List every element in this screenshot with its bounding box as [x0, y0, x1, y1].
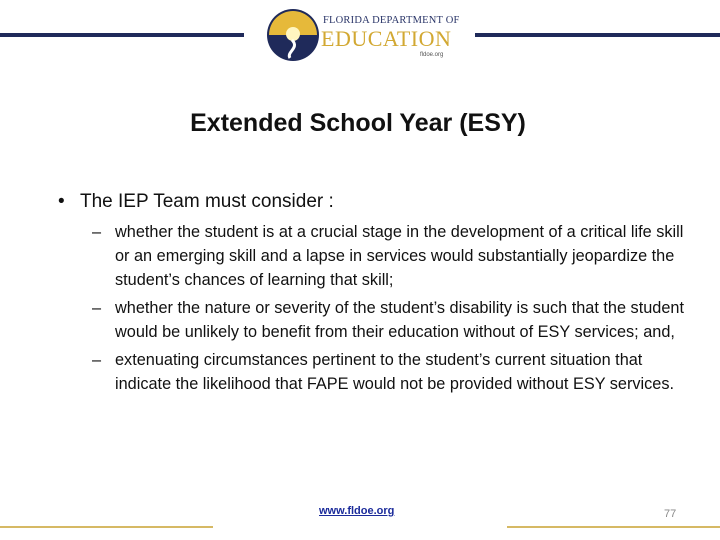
logo-line1: FLORIDA DEPARTMENT OF — [323, 15, 460, 26]
sub-item-list — [92, 220, 692, 400]
logo-line3: fldoe.org — [420, 52, 444, 58]
page-number: 77 — [664, 508, 677, 520]
fldoe-logo — [266, 8, 460, 64]
header-rule-right — [475, 33, 720, 37]
sun-emblem-icon — [266, 8, 320, 62]
sub-item: – extenuating circumstances pertinent to the student’s current situation that indicate the likelihood that FAPE would not be provided without ESY services. — [92, 351, 675, 393]
slide-title: Extended School Year (ESY) — [190, 109, 526, 137]
logo-line2: EDUCATION — [321, 26, 452, 51]
footer-rule-left — [0, 526, 213, 528]
header-rule-left — [0, 33, 244, 37]
bullet-item: • The IEP Team must consider : — [58, 191, 334, 212]
sub-item: – whether the student is at a crucial stage in the development of a critical life skill or an emerging skill and a lapse in services would substantially jeopardize the student’s chances of learning that skill; — [92, 223, 684, 289]
bullet-text: The IEP Team must consider : — [80, 191, 334, 212]
footer-link[interactable]: www.fldoe.org — [319, 505, 395, 517]
footer-rule-right — [507, 526, 720, 528]
sub-item: – whether the nature or severity of the student’s disability is such that the student would be unlikely to benefit from their education without of ESY services; and, — [92, 299, 684, 341]
